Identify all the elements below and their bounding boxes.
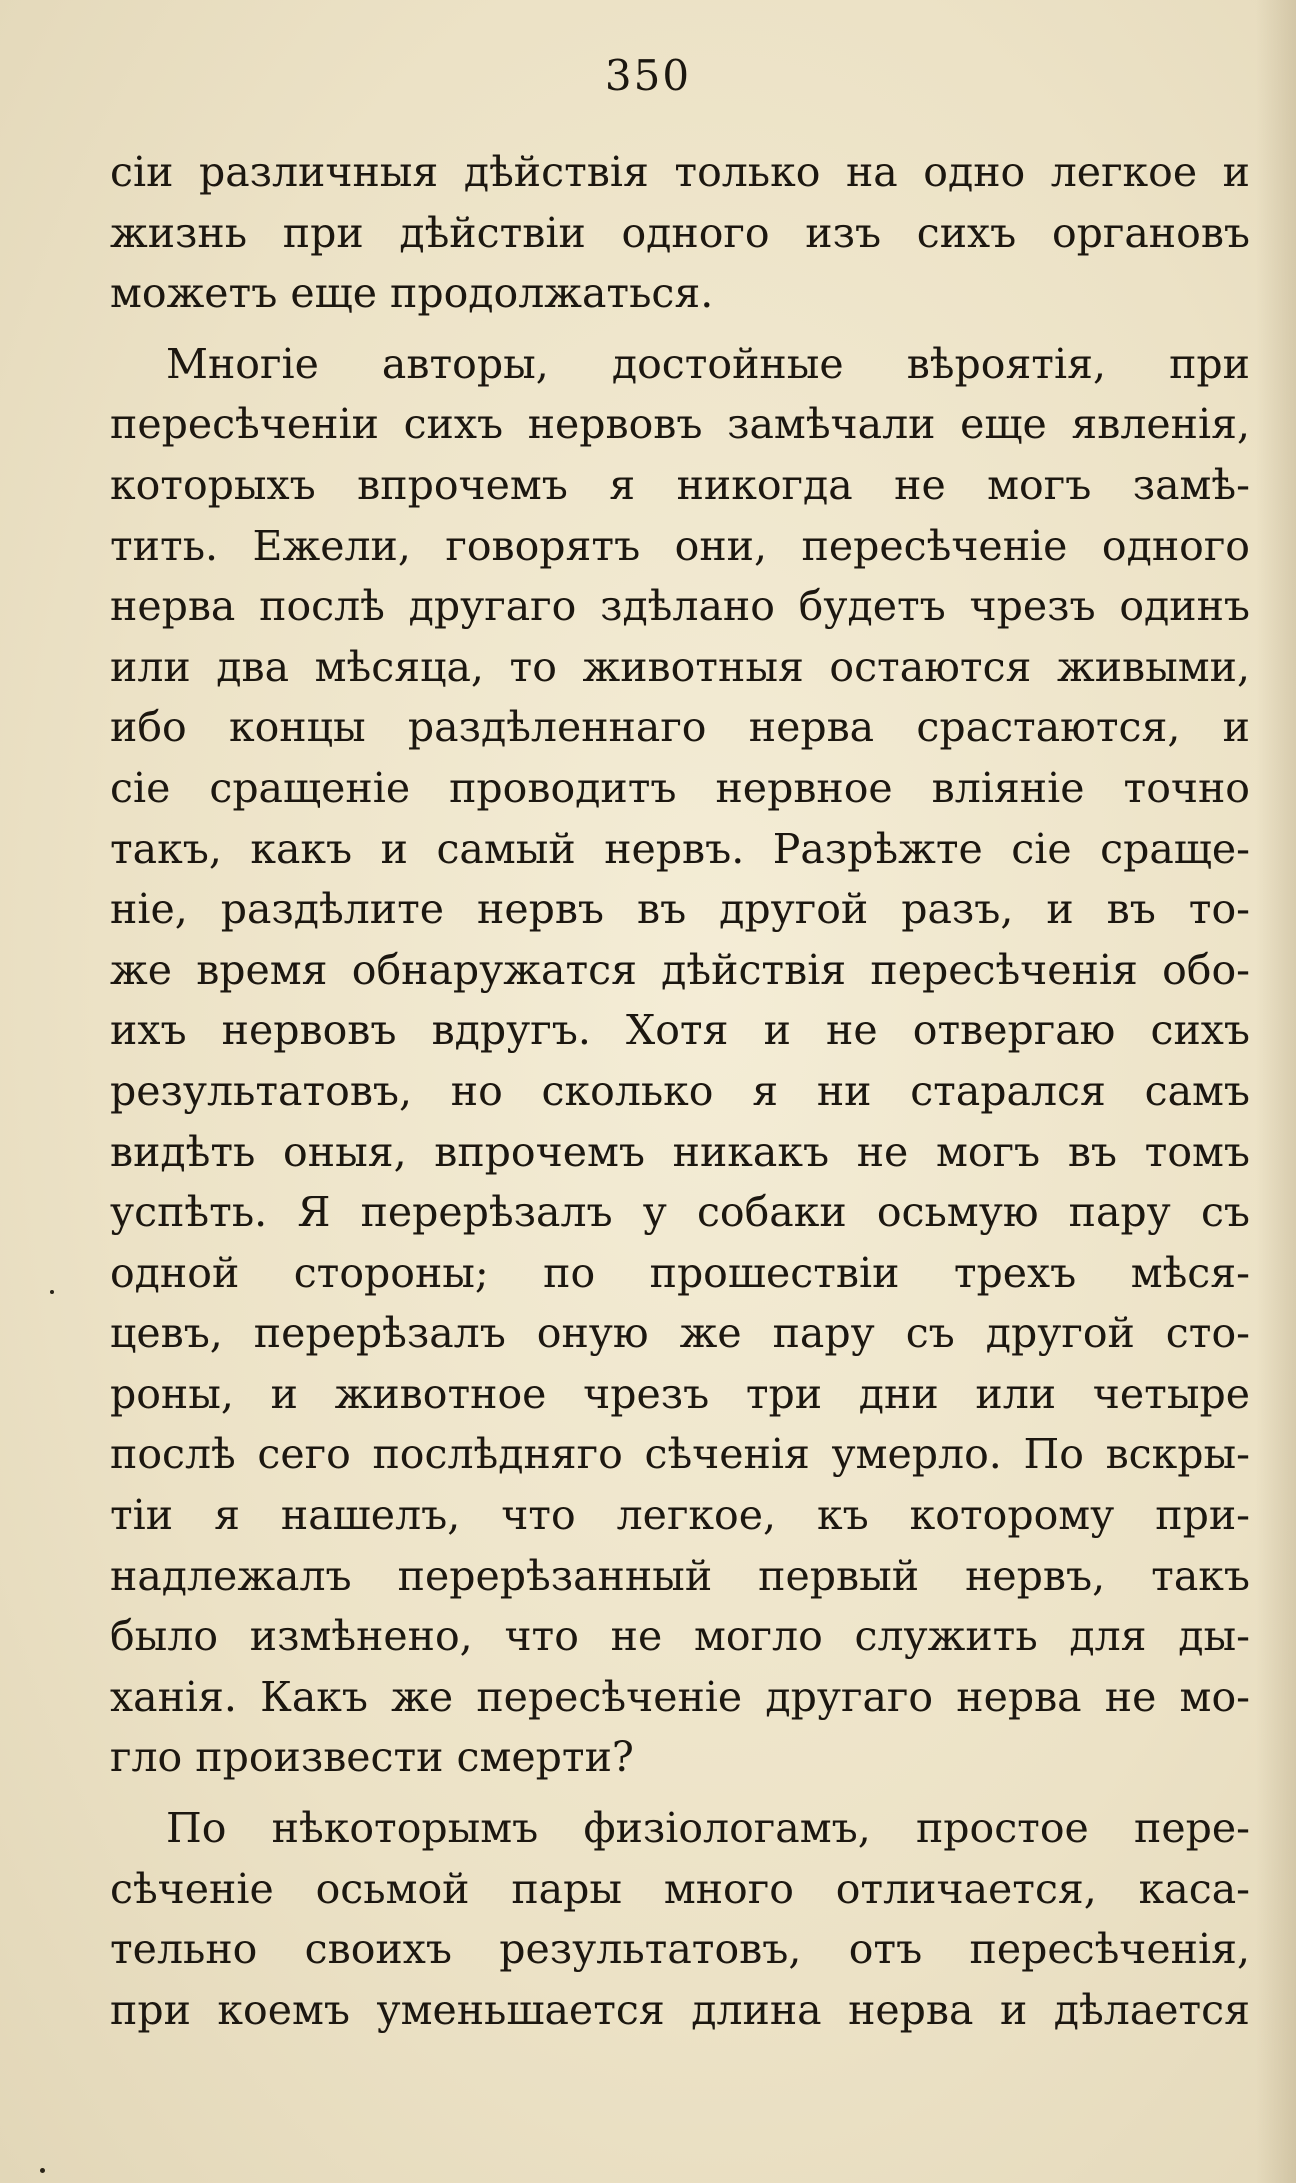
paragraph-gap [110, 1788, 1250, 1798]
text-line: одной стороны; по прошествіи трехъ мѣся- [110, 1248, 1250, 1297]
text-line: же время обнаружатся дѣйствія пересѣченія обо- [110, 945, 1250, 994]
text-line: жизнь при дѣйствіи одного изъ сихъ органовъ [110, 208, 1250, 257]
text-line: было измѣнено, что не могло служить для ды- [110, 1612, 1250, 1661]
text-line: при коемъ уменьшается длина нерва и дѣлается [110, 1985, 1250, 2034]
paper-speck [40, 2168, 45, 2173]
text-line: видѣть оныя, впрочемъ никакъ не могъ въ томъ [110, 1127, 1250, 1176]
text-line: ибо концы раздѣленнаго нерва срастаются, и [110, 703, 1250, 752]
body-text [110, 142, 1250, 2040]
text-line: или два мѣсяца, то животныя остаются живыми, [110, 642, 1250, 691]
text-line: цевъ, перерѣзалъ оную же пару съ другой сто- [110, 1309, 1250, 1358]
text-line: ніе, раздѣлите нервъ въ другой разъ, и въ то- [110, 885, 1250, 934]
text-line: ихъ нервовъ вдругъ. Хотя и не отвергаю сихъ [110, 1006, 1250, 1055]
text-line: можетъ еще продолжаться. [110, 269, 714, 318]
text-line: Многіе авторы, достойные вѣроятія, при [166, 339, 1250, 388]
paper-speck [50, 1290, 54, 1294]
paragraph-gap [110, 324, 1250, 334]
text-line: сіе сращеніе проводитъ нервное вліяніе точно [110, 763, 1250, 812]
text-line: сіи различныя дѣйствія только на одно легкое и [110, 148, 1250, 196]
text-line: результатовъ, но сколько я ни старался самъ [110, 1066, 1250, 1115]
text-line: роны, и животное чрезъ три дни или четыре [110, 1369, 1250, 1418]
text-line: По нѣкоторымъ физіологамъ, простое пере- [166, 1804, 1250, 1853]
text-line: тельно своихъ результатовъ, отъ пересѣченія, [110, 1925, 1250, 1974]
text-line: тіи я нашелъ, что легкое, къ которому при- [110, 1491, 1250, 1540]
text-line: которыхъ впрочемъ я никогда не могъ замѣ- [110, 460, 1250, 509]
text-line: пересѣченіи сихъ нервовъ замѣчали еще явленія, [110, 400, 1250, 449]
text-line: послѣ сего послѣдняго сѣченія умерло. По вскры- [110, 1430, 1250, 1479]
page-edge-shadow [1256, 0, 1296, 2183]
text-line: ханія. Какъ же пересѣченіе другаго нерва не мо- [110, 1672, 1250, 1721]
text-line: тить. Ежели, говорятъ они, пересѣченіе одного [110, 521, 1250, 570]
page-number: 350 [604, 51, 692, 100]
text-line: успѣть. Я перерѣзалъ у собаки осьмую пару съ [110, 1188, 1250, 1237]
text-line: гло произвести смерти? [110, 1733, 634, 1782]
text-line: такъ, какъ и самый нервъ. Разрѣжте сіе сраще- [110, 824, 1250, 873]
text-line: сѣченіе осьмой пары много отличается, каса- [110, 1864, 1250, 1913]
text-line: надлежалъ перерѣзанный первый нервъ, такъ [110, 1551, 1250, 1600]
text-line: нерва послѣ другаго здѣлано будетъ чрезъ одинъ [110, 582, 1250, 631]
